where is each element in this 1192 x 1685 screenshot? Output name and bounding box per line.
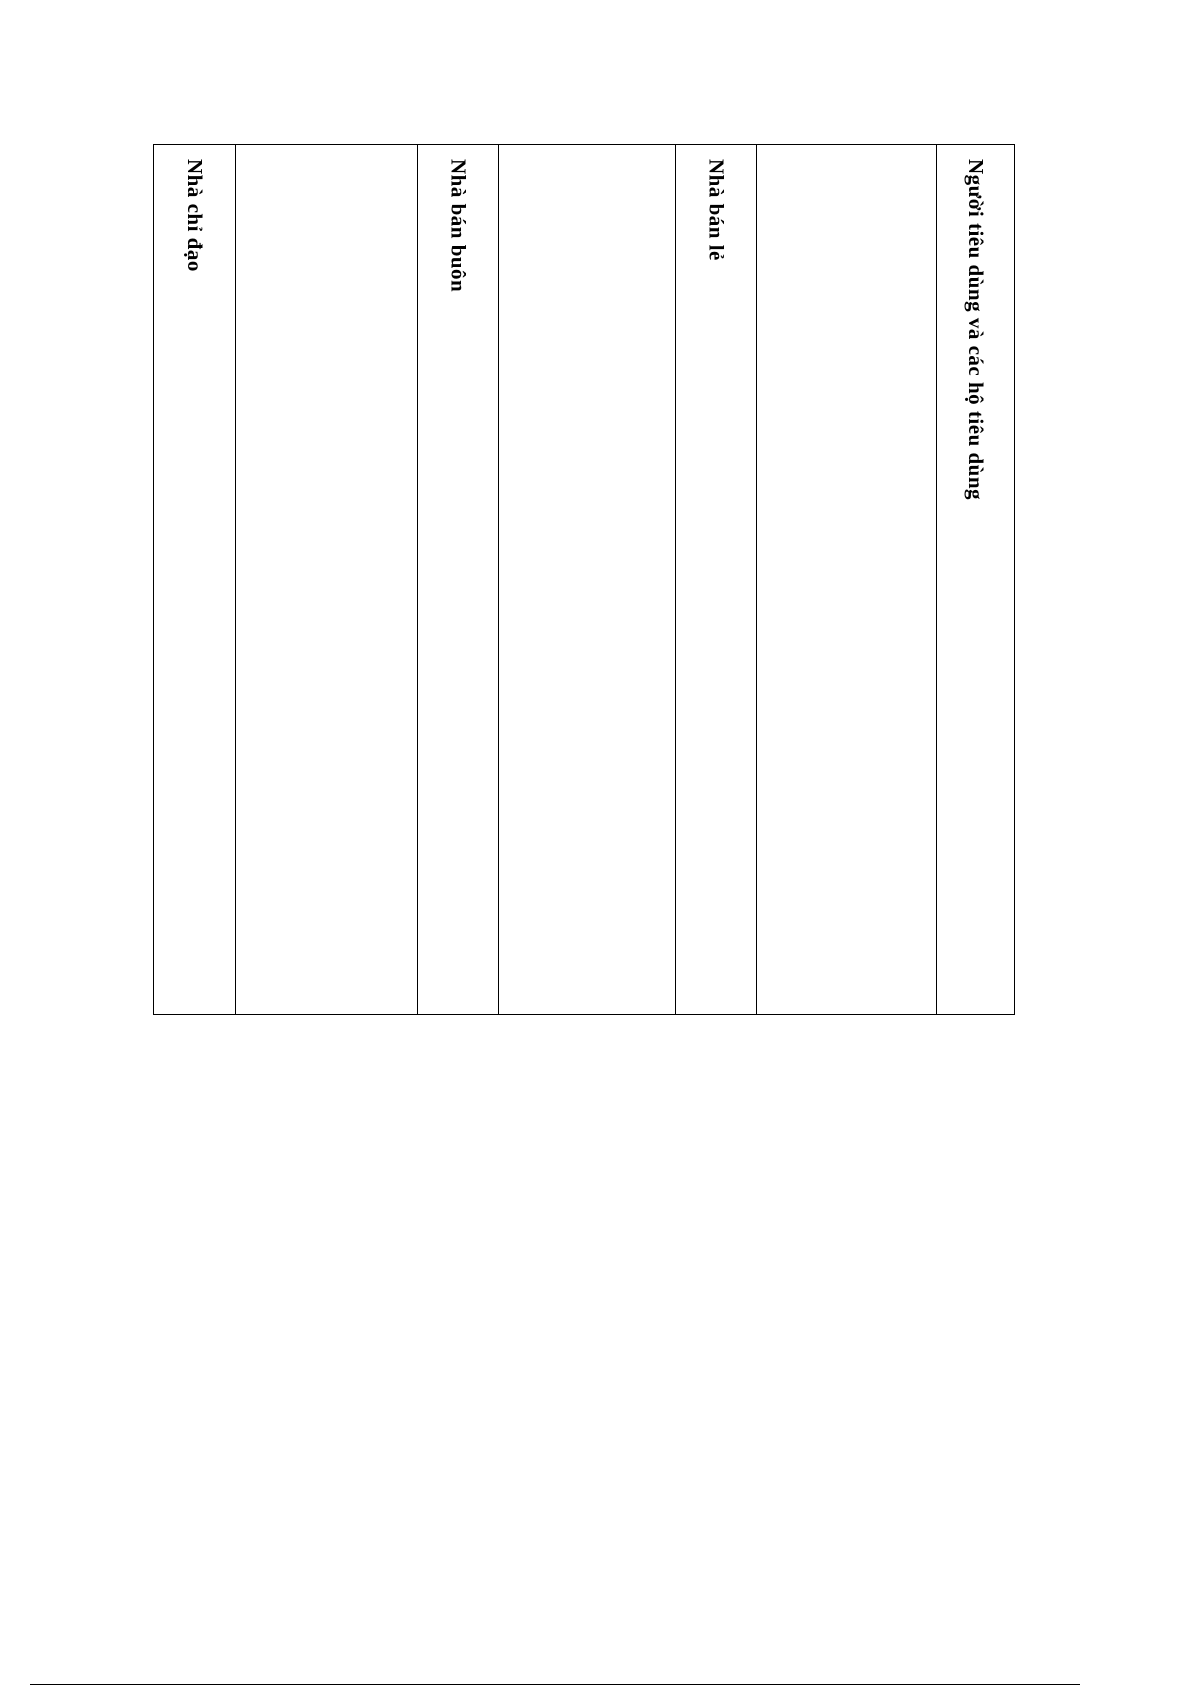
column-wholesaler — [418, 145, 499, 1014]
column-gap-1 — [236, 145, 418, 1014]
label-consumer: Người tiêu dùng và các hộ tiêu dùng — [964, 159, 988, 501]
column-retailer — [676, 145, 757, 1014]
column-gap-2 — [499, 145, 676, 1014]
column-director — [154, 145, 236, 1014]
label-retailer: Nhà bán lẻ — [704, 159, 729, 261]
label-wholesaler: Nhà bán buôn — [446, 159, 471, 293]
label-director: Nhà chỉ đạo — [183, 159, 207, 272]
column-gap-3 — [757, 145, 937, 1014]
distribution-channel-table — [153, 144, 1015, 1015]
column-consumer — [937, 145, 1014, 1014]
